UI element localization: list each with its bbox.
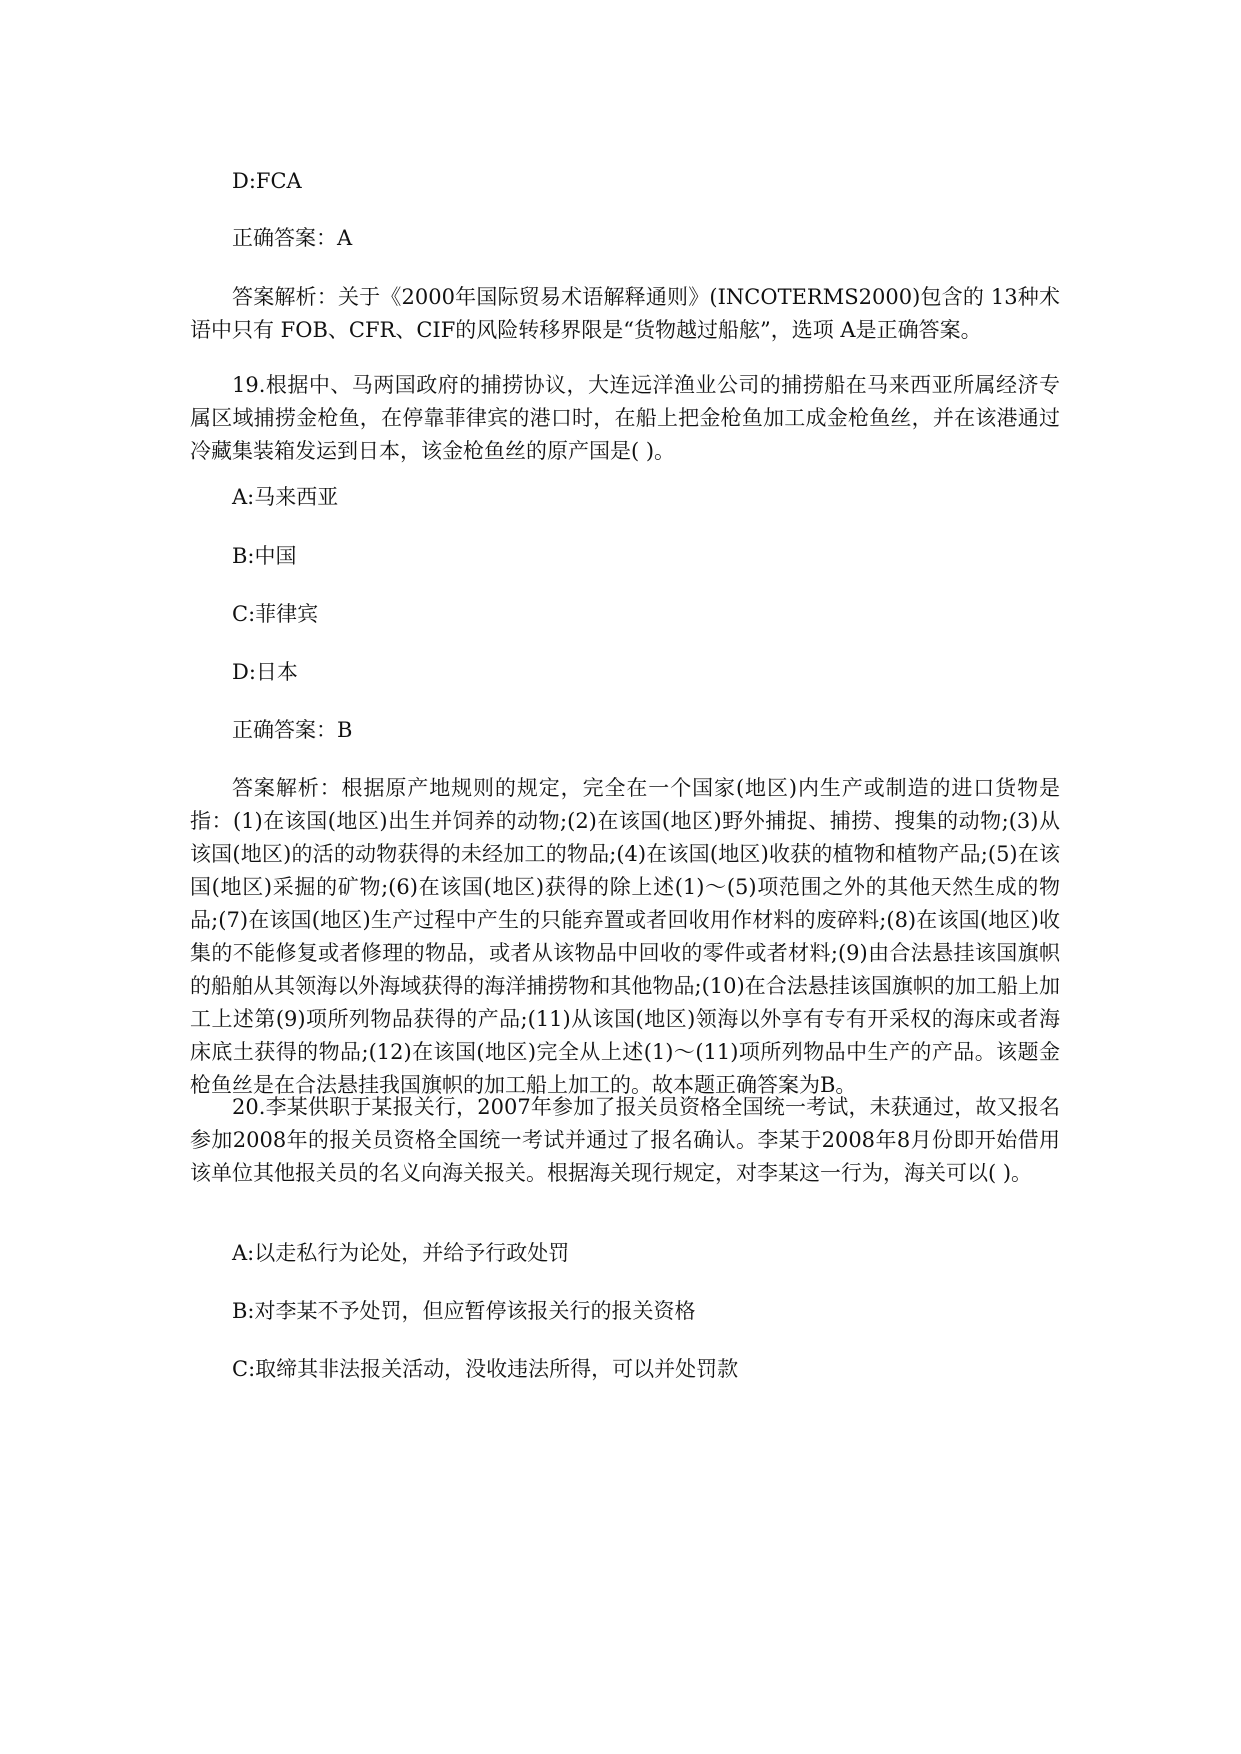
explanation-19: 答案解析：根据原产地规则的规定，完全在一个国家(地区)内生产或制造的进口货物是指：(1)在该国(地区)出生并饲养的动物;(2)在该国(地区)野外捕捉、捕捞、搜集的动物;(3)从该国(地区)的活的动物获得的未经加工的物品;(4)在该国(地区)收获的植物和植物产品;(5)在该国(地区)采掘的矿物;(6)在该国(地区)获得的除上述(1)～(5)项范围之外的其他天然生成的物品;(7)在该国(地区)生产过程中产生的只能弃置或者回收用作材料的废碎料;(8)在该国(地区)收集的不能修复或者修理的物品，或者从该物品中回收的零件或者材料;(9)由合法悬挂该国旗帜的船舶从其领海以外海域获得的海洋捕捞物和其他物品;(10)在合法悬挂该国旗帜的加工船上加工上述第(9)项所列物品获得的产品;(11)从该国(地区)领海以外享有专有开采权的海床或者海床底土获得的物品;(12)在该国(地区)完全从上述(1)～(11)项所列物品中生产的产品。该题金枪鱼丝是在合法悬挂我国旗帜的加工船上加工的。故本题正确答案为B。 [190, 776, 1060, 1097]
answer-18: 正确答案：A [232, 226, 353, 250]
option-20-a: A:以走私行为论处，并给予行政处罚 [232, 1241, 570, 1265]
option-20-c: C:取缔其非法报关活动，没收违法所得，可以并处罚款 [232, 1357, 739, 1381]
explanation-18: 答案解析：关于《2000年国际贸易术语解释通则》(INCOTERMS2000)包含的 13种术语中只有 FOB、CFR、CIF的风险转移界限是“货物越过船舷”，选项 A是正确答案。 [190, 285, 1060, 342]
question-20: 20.李某供职于某报关行，2007年参加了报关员资格全国统一考试，未获通过，故又报名参加2008年的报关员资格全国统一考试并通过了报名确认。李某于2008年8月份即开始借用该单位其他报关员的名义向海关报关。根据海关现行规定，对李某这一行为，海关可以( )。 [190, 1095, 1060, 1185]
option-19-d: D:日本 [232, 660, 298, 684]
question-19: 19.根据中、马两国政府的捕捞协议，大连远洋渔业公司的捕捞船在马来西亚所属经济专属区域捕捞金枪鱼，在停靠菲律宾的港口时，在船上把金枪鱼加工成金枪鱼丝，并在该港通过冷藏集装箱发运到日本，该金枪鱼丝的原产国是( )。 [190, 373, 1060, 463]
option-d-fca: D:FCA [232, 169, 302, 193]
option-19-a: A:马来西亚 [232, 485, 339, 509]
option-19-b: B:中国 [232, 544, 297, 568]
option-20-b: B:对李某不予处罚，但应暂停该报关行的报关资格 [232, 1299, 696, 1323]
answer-19: 正确答案：B [232, 718, 353, 742]
option-19-c: C:菲律宾 [232, 602, 319, 626]
